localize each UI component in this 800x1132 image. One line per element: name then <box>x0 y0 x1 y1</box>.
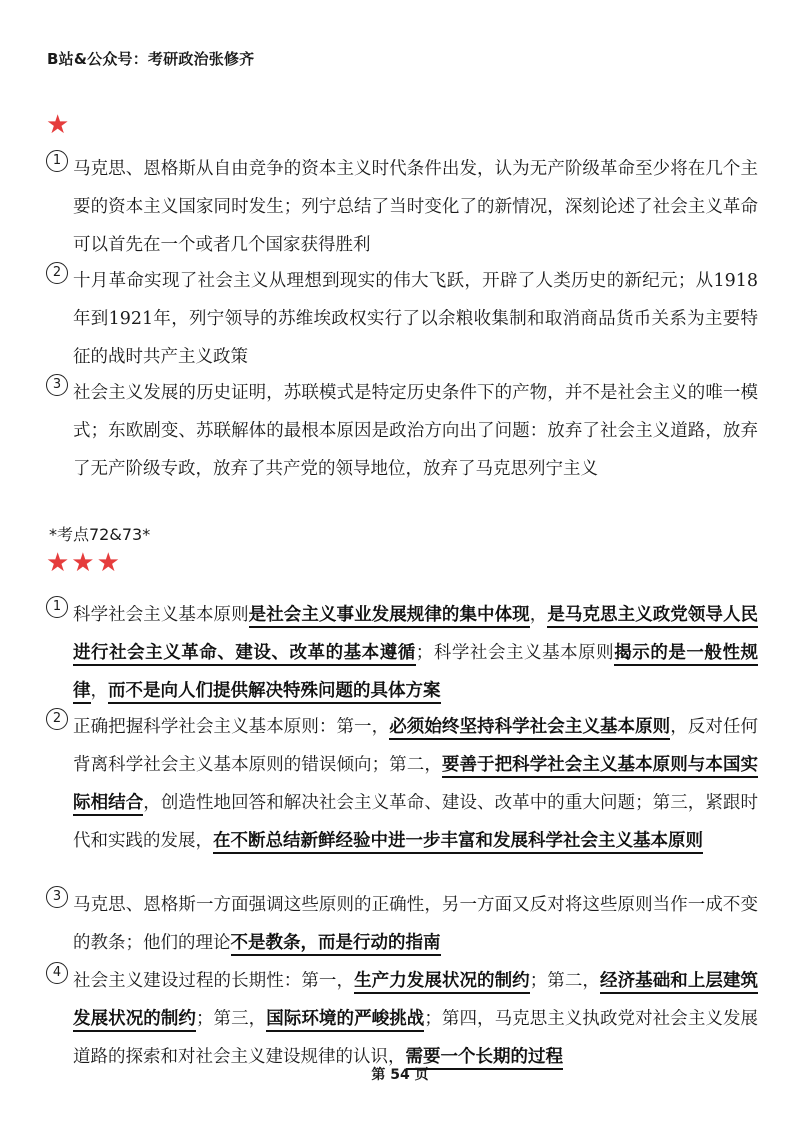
star-rating-one: ★ <box>46 110 72 140</box>
item-text <box>73 886 758 962</box>
item-number: 4 <box>46 962 68 984</box>
section-label: *考点72&73* <box>49 525 151 544</box>
item-number: 2 <box>46 262 68 284</box>
body-text: 科学社会主义基本原则 <box>73 605 249 625</box>
list-item <box>46 708 758 860</box>
item-text <box>73 374 758 488</box>
emphasis-text: 揭示的是一般性规律 <box>73 643 758 704</box>
body-text: ，反对任何背离科学社会主义基本原则的错误倾向；第二， <box>73 717 759 775</box>
body-text: ；科学社会主义基本原则 <box>415 643 615 663</box>
emphasis-text: 生产力发展状况的制约 <box>354 971 530 994</box>
emphasis-text: 是社会主义事业发展规律的集中体现 <box>249 605 530 628</box>
body-text: ；第二， <box>529 971 600 991</box>
list-item <box>46 374 758 488</box>
body-text: 十月革命实现了社会主义从理想到现实的伟大飞跃，开辟了人类历史的新纪元；从1918年到1921年，列宁领导的苏维埃政权实行了以余粮收集制和取消商品货币关系为主要特征的战时共产主义政策 <box>73 271 758 367</box>
emphasis-text: 需要一个长期的过程 <box>406 1047 564 1070</box>
body-text: ， <box>529 605 548 625</box>
item-text <box>73 962 758 1076</box>
item-text <box>73 708 758 860</box>
list-item <box>46 886 758 962</box>
body-text: 社会主义建设过程的长期性：第一， <box>73 971 355 991</box>
star-rating-three: ★★★ <box>46 548 122 578</box>
list-item <box>46 150 758 264</box>
emphasis-text: 不是教条，而是行动的指南 <box>231 933 441 956</box>
list-item <box>46 262 758 376</box>
page-header: B站&公众号：考研政治张修齐 <box>47 50 255 68</box>
emphasis-text: 而不是向人们提供解决特殊问题的具体方案 <box>108 681 441 704</box>
item-number: 1 <box>46 150 68 172</box>
emphasis-text: 在不断总结新鲜经验中进一步丰富和发展科学社会主义基本原则 <box>213 831 703 854</box>
list-item <box>46 596 758 710</box>
body-text: 正确把握科学社会主义基本原则：第一， <box>73 717 390 737</box>
body-text: ， <box>90 681 108 701</box>
item-text <box>73 262 758 376</box>
item-text <box>73 596 758 710</box>
emphasis-text: 国际环境的严峻挑战 <box>266 1009 424 1032</box>
page-number: 第 54 页 <box>371 1067 429 1083</box>
body-text: ；第三， <box>195 1009 267 1029</box>
emphasis-text: 经济基础和上层建筑发展状况的制约 <box>73 971 758 1032</box>
item-number: 2 <box>46 708 68 730</box>
item-number: 3 <box>46 374 68 396</box>
emphasis-text: 必须始终坚持科学社会主义基本原则 <box>389 717 670 740</box>
body-text: ；第四，马克思主义执政党对社会主义发展道路的探索和对社会主义建设规律的认识， <box>73 1009 759 1067</box>
item-number: 3 <box>46 886 68 908</box>
emphasis-text: 要善于把科学社会主义基本原则与本国实际相结合 <box>73 755 758 816</box>
emphasis-text: 是马克思主义政党领导人民进行社会主义革命、建设、改革的基本遵循 <box>73 605 758 666</box>
list-item <box>46 962 758 1076</box>
body-text: 马克思、恩格斯从自由竞争的资本主义时代条件出发，认为无产阶级革命至少将在几个主要的资本主义国家同时发生；列宁总结了当时变化了的新情况，深刻论述了社会主义革命可以首先在一个或者几个国家获得胜利 <box>73 159 758 255</box>
item-text <box>73 150 758 264</box>
item-number: 1 <box>46 596 68 618</box>
body-text: 社会主义发展的历史证明，苏联模式是特定历史条件下的产物，并不是社会主义的唯一模式；东欧剧变、苏联解体的最根本原因是政治方向出了问题：放弃了社会主义道路，放弃了无产阶级专政，放弃了共产党的领导地位，放弃了马克思列宁主义 <box>73 383 758 479</box>
body-text: 马克思、恩格斯一方面强调这些原则的正确性，另一方面又反对将这些原则当作一成不变的教条；他们的理论 <box>73 895 758 953</box>
body-text: ，创造性地回答和解决社会主义革命、建设、改革中的重大问题；第三，紧跟时代和实践的发展， <box>73 793 758 851</box>
